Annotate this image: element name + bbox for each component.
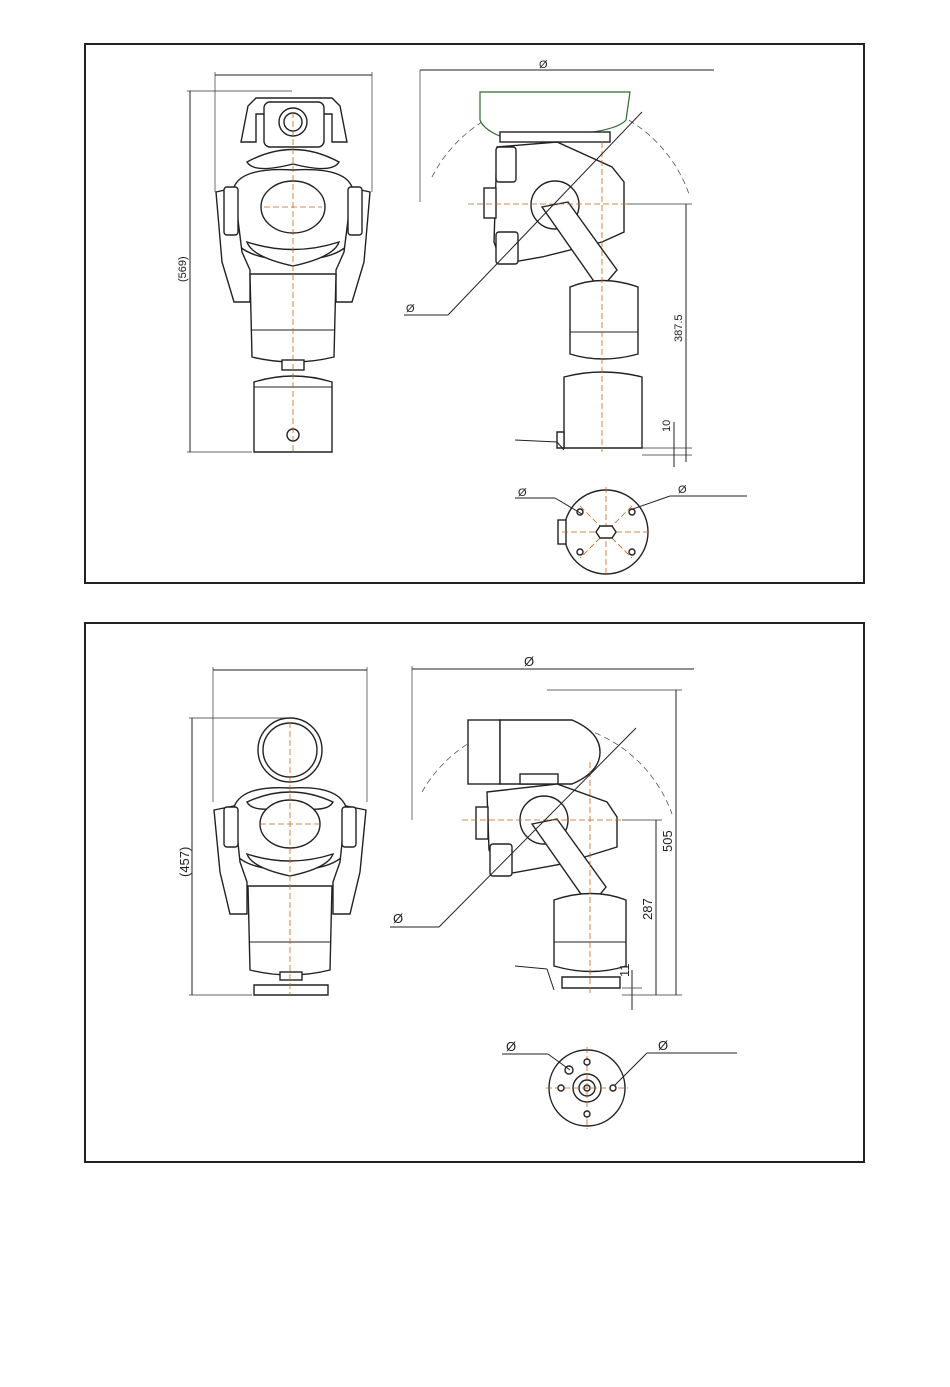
side-axis-height-dimension: 287: [640, 898, 655, 920]
bottom-right-diameter-label: Ø: [658, 1038, 669, 1053]
bottom-left-diameter-label: Ø: [506, 1039, 517, 1054]
side-sweep-diameter-label: Ø: [393, 911, 404, 926]
side-base-offset-dimension: 10: [661, 419, 673, 432]
side-base-offset-dimension: 11: [617, 963, 632, 977]
side-top-diameter-label: Ø: [539, 59, 548, 71]
side-view-2: [390, 654, 694, 1010]
bottom-view-1: [515, 484, 747, 577]
side-sweep-diameter-label: Ø: [406, 303, 415, 315]
side-view-1: [404, 59, 714, 467]
side-overall-height-dimension: 505: [660, 830, 675, 852]
drawing-panel-2: [84, 622, 865, 1163]
front-view-1: [177, 72, 372, 452]
bottom-view-2: [502, 1038, 737, 1129]
front-height-dimension: (457): [177, 846, 192, 877]
side-height-dimension: 387.5: [673, 314, 685, 342]
front-view-2: [177, 667, 367, 995]
drawing-panel-1: [84, 43, 865, 584]
bottom-right-diameter-label: Ø: [678, 484, 687, 496]
side-top-diameter-label: Ø: [524, 654, 535, 669]
drawing-2-svg: [86, 624, 867, 1165]
front-height-dimension: (569): [177, 256, 189, 282]
drawing-1-svg: [86, 45, 867, 586]
bottom-left-diameter-label: Ø: [518, 487, 527, 499]
